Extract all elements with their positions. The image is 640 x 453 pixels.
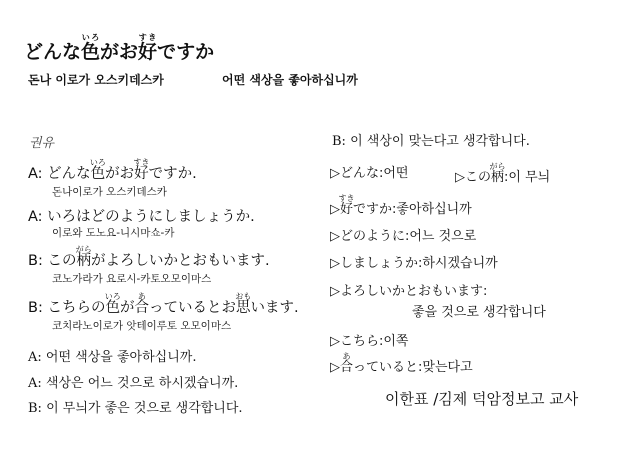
title-meaning: 어떤 색상을 좋아하십니까 [222, 73, 358, 87]
title-reading: 돈나 이로가 오스키데스카 [28, 73, 164, 87]
dialogue-reading-3: 코노가라가 요로시-카토오모이마스 [52, 273, 212, 285]
dialogue-line-3: B: この柄がらがよろしいかとおもいます. [28, 245, 270, 269]
translation-line-3: B: 이 무늬가 좋은 것으로 생각합니다. [28, 401, 243, 416]
vocab-suki: ▷好すきですか:좋아하십니까 [330, 194, 472, 217]
dialogue-reading-2: 이로와 도노요-니시마쇼-카 [52, 227, 175, 239]
page-title: どんな色いろがお好すきですか [24, 33, 215, 63]
dialogue-reading-4: 코치라노이로가 앗테이루토 오모이마스 [52, 320, 232, 332]
author-signature: 이한표 /김제 덕암정보고 교사 [385, 390, 579, 408]
vocab-shimashouka: ▷しましょうか:하시겠습니까 [330, 256, 498, 271]
vocab-donoyouni: ▷どのように:어느 것으로 [330, 229, 477, 244]
vocab-atteiru: ▷合あっていると:맞는다고 [330, 352, 473, 375]
translation-line-4: B: 이 색상이 맞는다고 생각합니다. [332, 134, 530, 149]
vocab-yoroshii-meaning: 좋을 것으로 생각합니다 [412, 305, 546, 320]
translation-line-1: A: 어떤 색상을 좋아하십니까. [28, 350, 197, 365]
vocab-kono-gara: ▷この柄がら:이 무늬 [455, 162, 551, 185]
dialogue-reading-1: 돈나이로가 오스키데스카 [52, 186, 167, 198]
vocab-yoroshii: ▷よろしいかとおもいます: [330, 284, 488, 299]
dialogue-line-4: B: こちらの色いろが合あっているとお思おもいます. [28, 292, 299, 316]
dialogue-line-2: A: いろはどのようにしましょうか. [28, 209, 255, 225]
vocab-donna: ▷どんな:어떤 [330, 166, 409, 181]
vocab-kochira: ▷こちら:이쪽 [330, 334, 409, 349]
translation-line-2: A: 색상은 어느 것으로 하시겠습니까. [28, 376, 239, 391]
section-label: 권유 [29, 136, 55, 151]
dialogue-line-1: A: どんな色いろがお好すきですか. [28, 158, 197, 182]
